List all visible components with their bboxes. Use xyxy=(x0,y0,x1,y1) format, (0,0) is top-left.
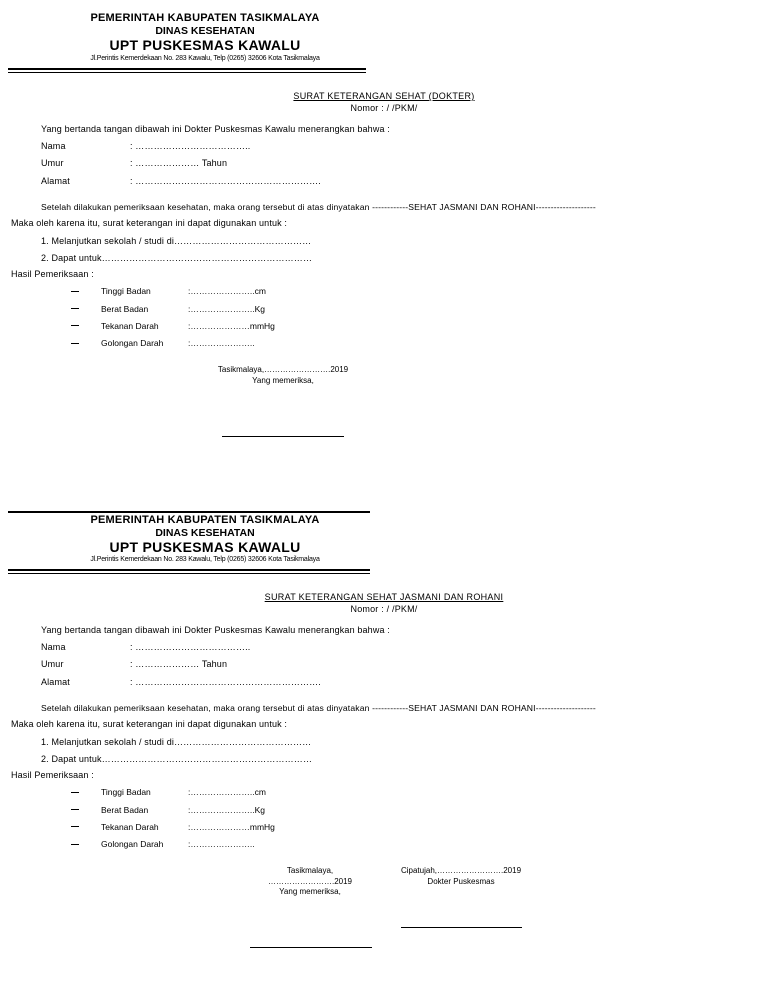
bullet-dash xyxy=(71,792,79,793)
letter-number: Nomor : / /PKM/ xyxy=(350,103,418,113)
place-date-right: Cipatujah,…………………….2019 xyxy=(400,866,522,875)
field-label-alamat: Alamat xyxy=(41,176,70,186)
bullet-dash xyxy=(71,826,79,827)
letterhead-agency: DINAS KESEHATAN xyxy=(155,25,255,37)
exam-label-weight: Berat Badan xyxy=(101,805,149,815)
signature-line xyxy=(222,436,344,437)
exam-label-blood-pressure: Tekanan Darah xyxy=(101,822,159,832)
letterhead-rule-thin xyxy=(8,72,366,73)
field-label-alamat: Alamat xyxy=(41,677,70,687)
letterhead-rule-thick xyxy=(8,569,370,571)
field-value-umur: : ………………… Tahun xyxy=(130,659,228,669)
signature-line-right xyxy=(401,927,522,928)
place-date: Tasikmalaya,…………………….2019 xyxy=(217,365,349,374)
exam-label-height: Tinggi Badan xyxy=(101,286,151,296)
field-label-umur: Umur xyxy=(41,659,64,669)
exam-label-blood-type: Golongan Darah xyxy=(101,338,164,348)
purpose-item-1: 1. Melanjutkan sekolah / studi di……………………………………… xyxy=(41,737,312,747)
exam-value-blood-type: :………………….. xyxy=(188,338,255,348)
intro-text: Yang bertanda tangan dibawah ini Dokter Puskesmas Kawalu menerangkan bahwa : xyxy=(41,625,390,635)
bullet-dash xyxy=(71,308,79,309)
letterhead-address: Jl.Perintis Kemerdekaan No. 283 Kawalu, Telp (0265) 32606 Kota Tasikmalaya xyxy=(90,556,320,563)
letterhead-government: PEMERINTAH KABUPATEN TASIKMALAYA xyxy=(90,12,320,24)
letterhead-rule-thick xyxy=(8,68,366,70)
field-value-nama: : ……………………………….. xyxy=(130,141,251,151)
signature-line-left xyxy=(250,947,372,948)
bullet-dash xyxy=(71,844,79,845)
exam-label-blood-pressure: Tekanan Darah xyxy=(101,321,159,331)
field-label-nama: Nama xyxy=(41,141,66,151)
examiner-label: Yang memeriksa, xyxy=(252,376,314,385)
purpose-text: Maka oleh karena itu, surat keterangan ini dapat digunakan untuk : xyxy=(11,218,288,228)
purpose-text: Maka oleh karena itu, surat keterangan ini dapat digunakan untuk : xyxy=(11,719,288,729)
exam-value-blood-type: :………………….. xyxy=(188,839,255,849)
exam-label-blood-type: Golongan Darah xyxy=(101,839,164,849)
letterhead-institution: UPT PUSKESMAS KAWALU xyxy=(109,539,301,555)
field-value-alamat: : ……………………………………………………. xyxy=(130,176,321,186)
exam-value-weight: :…………………..Kg xyxy=(188,304,265,314)
examiner-label: Yang memeriksa, xyxy=(279,887,341,896)
letterhead-rule-thin xyxy=(8,573,370,574)
exam-value-blood-pressure: :…………………mmHg xyxy=(188,321,275,331)
purpose-item-2: 2. Dapat untuk…………………………………………………………… xyxy=(41,754,313,764)
health-statement: Setelah dilakukan pemeriksaan kesehatan, maka orang tersebut di atas dinyatakan ------------SEHAT JASMANI DAN ROHANI-------------------- xyxy=(41,202,596,212)
exam-value-height: :…………………..cm xyxy=(188,787,266,797)
exam-results-heading: Hasil Pemeriksaan : xyxy=(11,269,94,279)
letterhead-institution: UPT PUSKESMAS KAWALU xyxy=(109,37,301,53)
bullet-dash xyxy=(71,291,79,292)
health-statement: Setelah dilakukan pemeriksaan kesehatan, maka orang tersebut di atas dinyatakan ------------SEHAT JASMANI DAN ROHANI-------------------- xyxy=(41,703,596,713)
letterhead-agency: DINAS KESEHATAN xyxy=(155,527,255,539)
exam-label-weight: Berat Badan xyxy=(101,304,149,314)
exam-results-heading: Hasil Pemeriksaan : xyxy=(11,770,94,780)
field-value-alamat: : ……………………………………………………. xyxy=(130,677,321,687)
field-value-umur: : ………………… Tahun xyxy=(130,158,228,168)
exam-value-weight: :…………………..Kg xyxy=(188,805,265,815)
exam-label-height: Tinggi Badan xyxy=(101,787,151,797)
letter-number: Nomor : / /PKM/ xyxy=(350,604,418,614)
field-value-nama: : ……………………………….. xyxy=(130,642,251,652)
intro-text: Yang bertanda tangan dibawah ini Dokter Puskesmas Kawalu menerangkan bahwa : xyxy=(41,124,390,134)
place-city-left: Tasikmalaya, xyxy=(286,866,334,875)
field-label-umur: Umur xyxy=(41,158,64,168)
bullet-dash xyxy=(71,343,79,344)
letter-title: SURAT KETERANGAN SEHAT JASMANI DAN ROHANI xyxy=(264,592,504,602)
bullet-dash xyxy=(71,325,79,326)
doctor-label: Dokter Puskesmas xyxy=(427,877,495,886)
exam-value-blood-pressure: :…………………mmHg xyxy=(188,822,275,832)
letterhead-address: Jl.Perintis Kemerdekaan No. 283 Kawalu, Telp (0265) 32606 Kota Tasikmalaya xyxy=(90,55,320,62)
letter-title: SURAT KETERANGAN SEHAT (DOKTER) xyxy=(293,91,475,101)
bullet-dash xyxy=(71,809,79,810)
letterhead-government: PEMERINTAH KABUPATEN TASIKMALAYA xyxy=(90,514,320,526)
page-separator-rule xyxy=(8,511,370,513)
purpose-item-1: 1. Melanjutkan sekolah / studi di……………………………………… xyxy=(41,236,312,246)
exam-value-height: :…………………..cm xyxy=(188,286,266,296)
field-label-nama: Nama xyxy=(41,642,66,652)
place-date-left: …………………….2019 xyxy=(267,877,353,886)
purpose-item-2: 2. Dapat untuk…………………………………………………………… xyxy=(41,253,313,263)
